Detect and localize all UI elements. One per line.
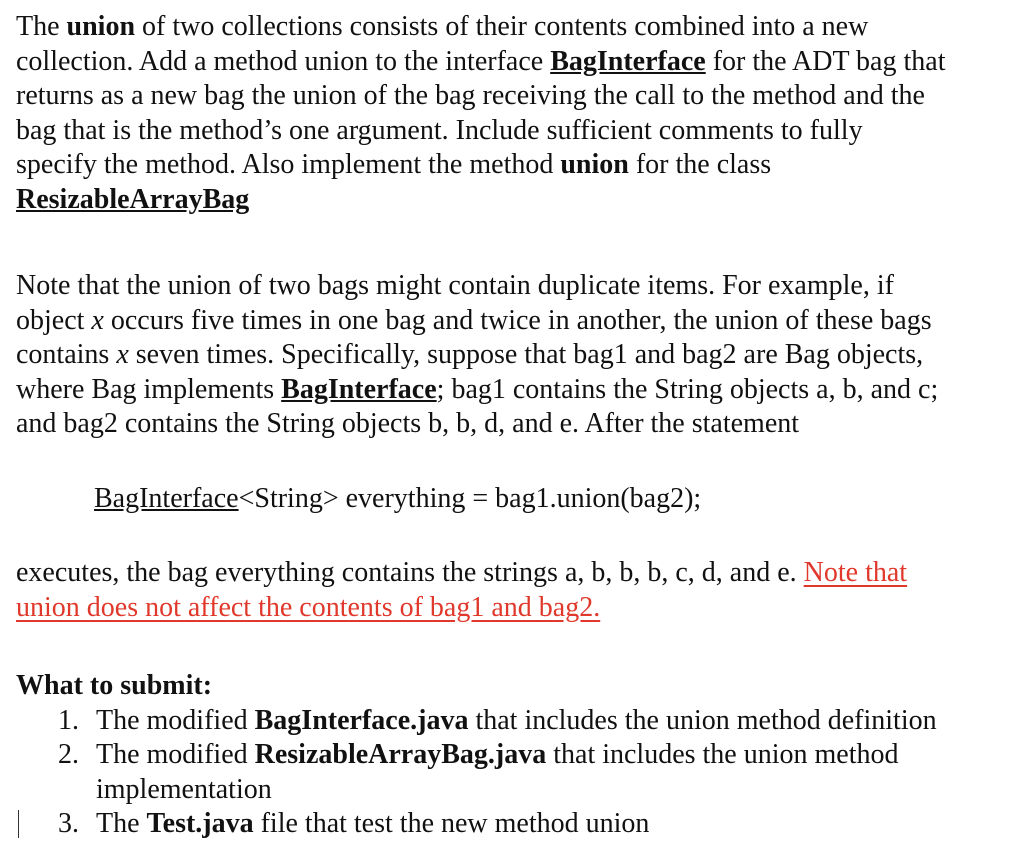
text-run: The bbox=[96, 808, 147, 839]
list-number: 1. bbox=[58, 704, 79, 736]
text-run: for the class bbox=[628, 149, 772, 180]
bold-filename: Test.java bbox=[146, 808, 254, 839]
text-line bbox=[16, 338, 1024, 373]
text-line bbox=[16, 148, 1024, 183]
bold-term-union: union bbox=[66, 11, 136, 42]
paragraph-duplicates-note bbox=[16, 269, 1024, 442]
submit-list bbox=[16, 704, 1024, 842]
red-note-text: Note that bbox=[803, 557, 908, 588]
bold-term-union: union bbox=[560, 149, 629, 180]
code-statement bbox=[16, 482, 1024, 517]
submit-heading bbox=[16, 669, 1024, 704]
text-run: for the ADT bag that bbox=[705, 45, 946, 77]
list-item bbox=[16, 807, 1024, 842]
text-run: executes, the bag everything contains the strings a, b, b, b, c, d, and e. bbox=[16, 557, 804, 588]
text-run: of two collections consists of their contents combined into a new bbox=[135, 11, 869, 42]
text-run: where Bag implements bbox=[16, 373, 282, 405]
text-line bbox=[16, 556, 1024, 591]
text-run: implementation bbox=[96, 773, 272, 805]
document-body bbox=[16, 10, 1024, 842]
text-run: ; bag1 contains the String objects a, b, and c; bbox=[436, 373, 939, 405]
list-item bbox=[16, 738, 1024, 773]
text-run: seven times. Specifically, suppose that bag1 and bag2 are Bag objects, bbox=[128, 339, 924, 370]
italic-variable-x: x bbox=[91, 304, 104, 336]
text-run: The modified bbox=[96, 704, 255, 736]
text-run: collection. Add a method union to the interface bbox=[16, 45, 551, 77]
text-line bbox=[16, 373, 1024, 408]
list-number: 2. bbox=[58, 739, 79, 770]
text-line bbox=[16, 304, 1024, 339]
text-cursor bbox=[18, 810, 19, 838]
list-item bbox=[16, 704, 1024, 739]
text-run: occurs five times in one bag and twice in another, the union of these bags bbox=[103, 304, 932, 336]
text-line: Note that the union of two bags might contain duplicate items. For example, if bbox=[16, 270, 894, 301]
text-line: returns as a new bag the union of the bag receiving the call to the method and the bbox=[16, 80, 925, 111]
text-line: bag that is the method’s one argument. Include sufficient comments to fully bbox=[16, 114, 863, 146]
text-run: that includes the union method definition bbox=[468, 704, 937, 736]
text-run: object bbox=[16, 304, 92, 336]
submit-heading-text: What to submit: bbox=[16, 670, 213, 701]
text-run: file that test the new method union bbox=[253, 808, 650, 839]
submit-section bbox=[16, 669, 1024, 842]
text-line bbox=[16, 183, 1024, 218]
red-note-text: union does not affect the contents of bag1 and bag2. bbox=[16, 591, 601, 623]
code-type-name: BagInterface bbox=[94, 482, 239, 514]
code-rest: <String> everything = bag1.union(bag2); bbox=[238, 482, 702, 514]
text-run: contains bbox=[16, 339, 117, 370]
bold-term-baginterface: BagInterface bbox=[550, 45, 706, 77]
text-run: The modified bbox=[96, 739, 255, 770]
bold-filename: BagInterface.java bbox=[254, 704, 469, 736]
text-line bbox=[16, 591, 1024, 626]
text-run: The bbox=[16, 11, 67, 42]
text-line bbox=[16, 45, 1024, 80]
paragraph-result bbox=[16, 556, 1024, 625]
italic-variable-x: x bbox=[116, 339, 129, 370]
bold-term-baginterface: BagInterface bbox=[281, 373, 437, 405]
list-item-continuation bbox=[16, 773, 1024, 808]
text-line: and bag2 contains the String objects b, b, d, and e. After the statement bbox=[16, 408, 800, 439]
bold-term-resizablearraybag: ResizableArrayBag bbox=[16, 183, 250, 215]
paragraph-union-definition bbox=[16, 10, 1024, 217]
text-line bbox=[16, 10, 1024, 45]
bold-filename: ResizableArrayBag.java bbox=[254, 739, 547, 770]
text-run: specify the method. Also implement the method bbox=[16, 149, 561, 180]
list-number: 3. bbox=[58, 808, 79, 839]
text-run: that includes the union method bbox=[546, 739, 899, 770]
